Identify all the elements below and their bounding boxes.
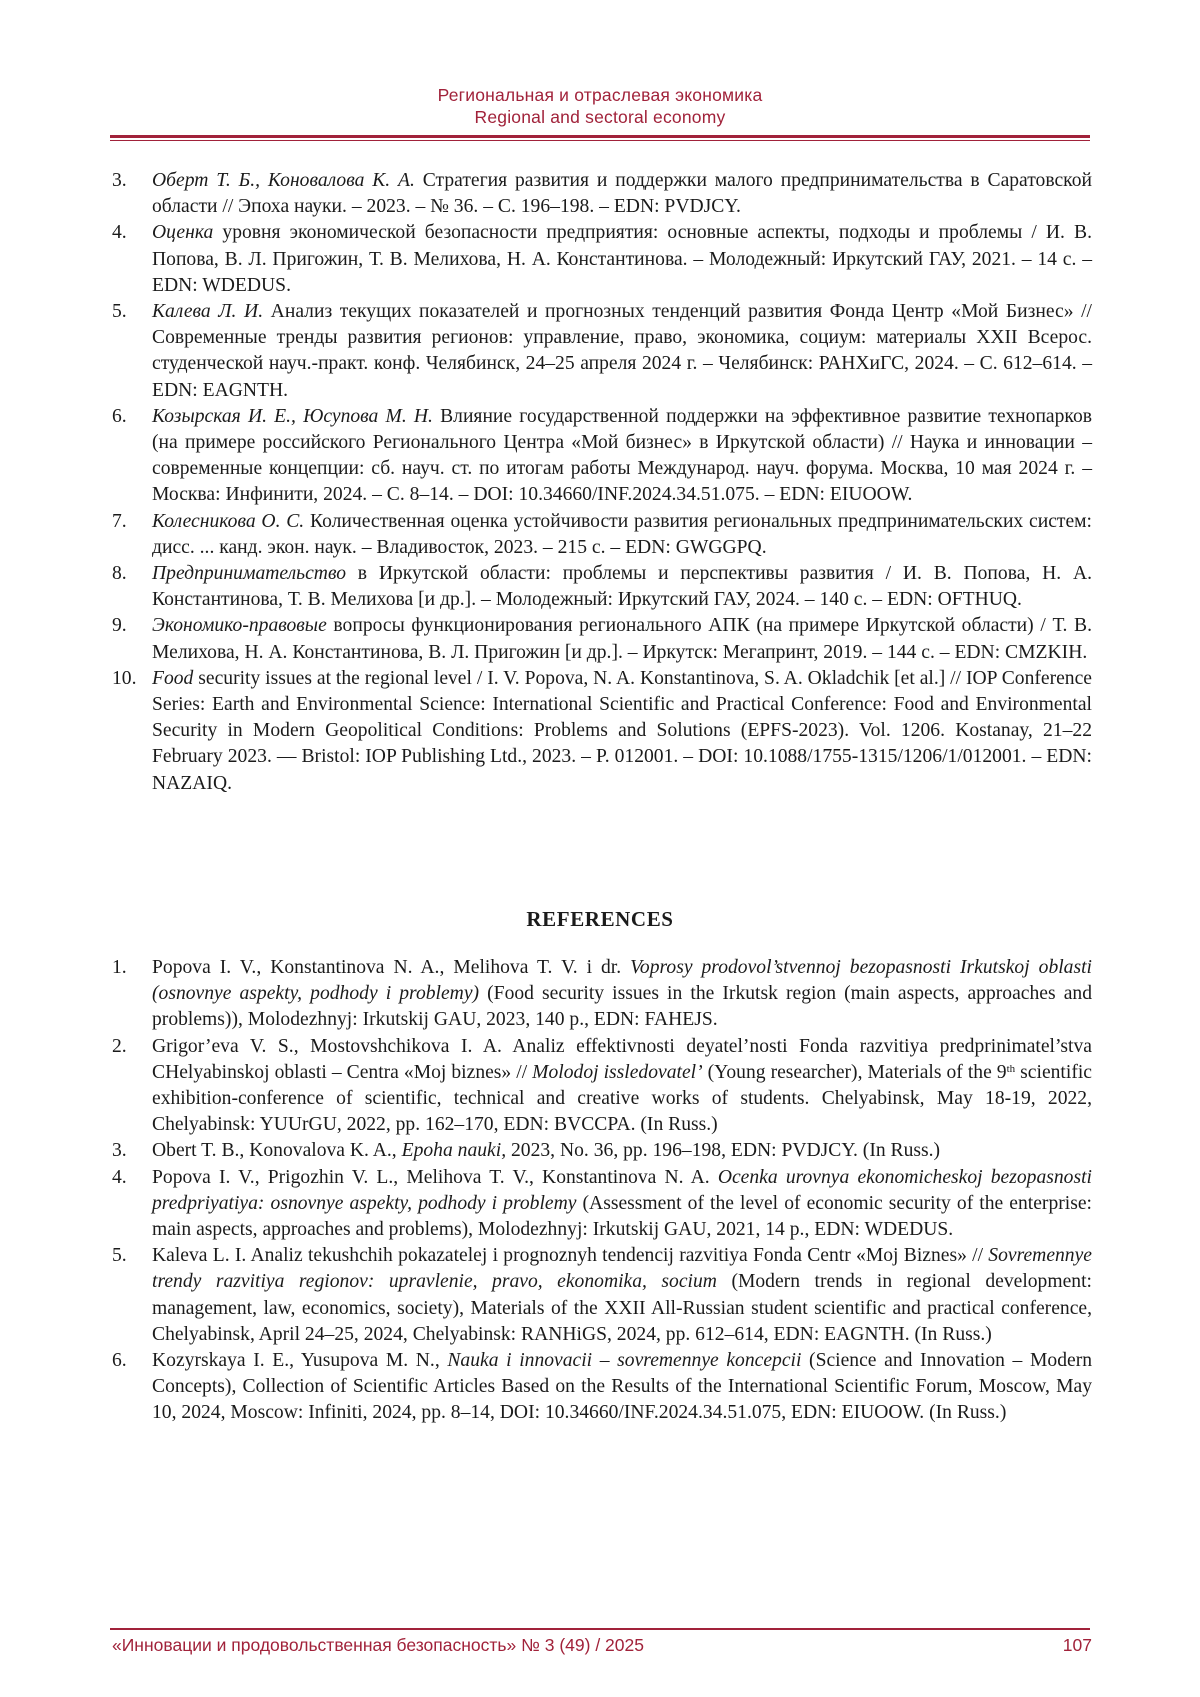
reference-item xyxy=(112,404,1092,509)
page-number: 107 xyxy=(1062,1635,1092,1655)
reference-item xyxy=(112,955,1092,1034)
superscript: th xyxy=(1006,1062,1016,1075)
reference-number: 5. xyxy=(112,1245,127,1267)
reference-item xyxy=(112,1243,1092,1348)
reference-item xyxy=(112,299,1092,404)
reference-text: Popova I. V., Prigozhin V. L., Melihova T. V., Konstantinova N. A. xyxy=(152,1166,718,1188)
reference-author: Предпринимательство xyxy=(152,563,346,585)
running-header xyxy=(0,84,1200,128)
reference-text: Анализ текущих показателей и прогнозных тенденций развития Фонда Центр «Мой Бизнес» // Современные тренды развития регионов: управление, право, экономика, социум: материалы XXII Всерос. студенческой науч.-практ. конф. Челябинск, 24–25 апреля 2024 г. – Челябинск: РАНХиГС, 2024. – С. 612–614. – EDN: EAGNTH. xyxy=(152,301,1092,401)
reference-list-en xyxy=(112,955,1092,1427)
reference-text: (Science and Innovation – Modern Concepts), Collection of Scientific Articles Based on the Results of the International Scientific Forum, Moscow, May 10, 2024, Moscow: Infiniti, 2024, pp. 8–14, DOI: 10.34660/INF.2024.34.51.075, EDN: EIUOOW. (In Russ.) xyxy=(152,1350,1093,1424)
reference-text: Obert T. B., Konovalova K. A., xyxy=(152,1140,402,1162)
reference-text: Влияние государственной поддержки на эффективное развитие технопарков (на примере российского Регионального Центра «Мой бизнес» в Иркутской области) // Наука и инновации – современные концепции: сб. науч. ст. по итогам работы Международ. науч. форума. Москва, 10 мая 2024 г. – Москва: Инфинити, 2024. – С. 8–14. – DOI: 10.34660/INF.2024.34.51.075. – EDN: EIUOOW. xyxy=(152,405,1092,506)
reference-title: Voprosy prodovol’stvennoj bezopasnosti Irkutskoj oblasti (osnovnye aspekty, podhody i problemy) xyxy=(152,957,1092,1005)
reference-text: вопросы функционирования регионального АПК (на примере Иркутской области) / Т. В. Мелихова, Н. А. Константинова, В. Л. Пригожин [и др.]. – Иркутск: Мегапринт, 2019. – 144 с. – EDN: CMZKIH. xyxy=(152,615,1092,663)
reference-number: 2. xyxy=(112,1035,127,1057)
references-heading: REFERENCES xyxy=(526,907,674,931)
reference-item xyxy=(112,1165,1092,1244)
reference-author: Оберт Т. Б., Коновалова К. А. xyxy=(152,170,415,191)
reference-item xyxy=(112,1138,1092,1164)
reference-title: Nauka i innovacii – sovremennye koncepcii xyxy=(447,1350,802,1372)
journal-name: «Инновации и продовольственная безопасность» № 3 (49) / 2025 xyxy=(112,1635,644,1655)
header-title-en: Regional and sectoral economy xyxy=(474,107,726,127)
reference-text: (Assessment of the level of economic security of the enterprise: main aspects, approaches and problems), Molodezhnyj: Irkutskij GAU, 2021, 14 p., EDN: WDEDUS. xyxy=(152,1192,1092,1241)
reference-text: уровня экономической безопасности предприятия: основные аспекты, подходы и проблемы / И. В. Попова, В. Л. Пригожин, Т. В. Мелихова, Н. А. Константинова. – Молодежный: Иркутский ГАУ, 2021. – 14 с. – EDN: WDEDUS. xyxy=(152,222,1092,296)
reference-author: Колесникова О. С. xyxy=(152,510,305,532)
reference-number: 9. xyxy=(112,615,127,637)
reference-number: 8. xyxy=(112,563,127,585)
reference-text: (Young researcher), Materials of the 9 xyxy=(702,1061,1007,1083)
reference-number: 5. xyxy=(112,301,127,323)
reference-author: Food xyxy=(152,667,194,689)
reference-number: 7. xyxy=(112,510,127,532)
reference-number: 10. xyxy=(112,667,137,689)
reference-item xyxy=(112,613,1092,665)
reference-item xyxy=(112,1034,1092,1139)
reference-item xyxy=(112,666,1092,797)
reference-text: security issues at the regional level / I. V. Popova, N. A. Konstantinova, S. A. Okladchik [et al.] // IOP Conference Series: Earth and Environmental Science: International Scientific and Practical Conference: Food and Environmental Security in Modern Geopolitical Conditions: Problems and Solutions (EPFS-2023). Vol. 1206. Kostanay, 21–22 February 2023. — Bristol: IOP Publishing Ltd., 2023. – P. 012001. – DOI: 10.1088/1755-1315/1206/1/012001. – EDN: NAZAIQ. xyxy=(152,667,1092,794)
reference-item xyxy=(112,1348,1092,1427)
reference-title: Epoha nauki, xyxy=(401,1140,507,1162)
reference-text: Стратегия развития и поддержки малого предпринимательства в Саратовской области // Эпоха науки. – 2023. – № 36. – С. 196–198. – EDN: PVDJCY. xyxy=(152,170,1092,218)
reference-title: Sovremennye trendy razvitiya regionov: upravlenie, pravo, ekonomika, socium xyxy=(152,1245,1092,1293)
reference-number: 6. xyxy=(112,405,127,427)
reference-text: в Иркутской области: проблемы и перспективы развития / И. В. Попова, Н. А. Константинова, Т. В. Мелихова [и др.]. – Молодежный: Иркутский ГАУ, 2024. – 140 с. – EDN: OFTHUQ. xyxy=(152,563,1092,611)
reference-number: 3. xyxy=(112,1140,127,1162)
reference-title: Molodoj issledovatel’ xyxy=(532,1061,703,1083)
footer-rule xyxy=(110,1628,1090,1630)
reference-text: Kozyrskaya I. E., Yusupova M. N., xyxy=(152,1350,448,1372)
reference-number: 4. xyxy=(112,1166,127,1188)
reference-number: 3. xyxy=(112,170,127,191)
reference-author: Калева Л. И. xyxy=(152,301,264,323)
reference-author: Экономико-правовые xyxy=(152,615,327,637)
reference-author: Козырская И. Е., Юсупова М. Н. xyxy=(152,405,433,427)
reference-item xyxy=(112,561,1092,613)
reference-text: (Modern trends in regional development: management, law, economics, society), Materials of the XXII All-Russian student scientific and practical conference, Chelyabinsk, April 24–25, 2024, Chelyabinsk: RANHiGS, 2024, pp. 612–614, EDN: EAGNTH. (In Russ.) xyxy=(152,1271,1092,1345)
reference-number: 6. xyxy=(112,1350,127,1372)
reference-text: (Food security issues in the Irkutsk region (main aspects, approaches and problems)), Molodezhnyj: Irkutskij GAU, 2023, 140 p., EDN: FAHEJS. xyxy=(152,983,1092,1031)
reference-item xyxy=(112,220,1092,299)
reference-number: 4. xyxy=(112,222,127,244)
reference-list-ru xyxy=(112,168,1092,797)
reference-text: 2023, No. 36, pp. 196–198, EDN: PVDJCY. (In Russ.) xyxy=(506,1140,941,1162)
reference-item xyxy=(112,509,1092,561)
header-rule-thin xyxy=(110,140,1090,141)
reference-text: Popova I. V., Konstantinova N. A., Melihova T. V. i dr. xyxy=(152,957,631,978)
header-rule-thick xyxy=(110,135,1090,138)
reference-number: 1. xyxy=(112,957,127,978)
reference-text: Kaleva L. I. Analiz tekushchih pokazatelej i prognoznyh tendencij razvitiya Fonda Centr «Moj Biznes» // xyxy=(152,1245,989,1267)
reference-item xyxy=(112,168,1092,220)
reference-author: Оценка xyxy=(152,222,214,244)
reference-text: scientific exhibition-conference of scientific, technical and creative works of students. Chelyabinsk, May 18-19, 2022, Chelyabinsk: YUUrGU, 2022, pp. 162–170, EDN: BVCCPA. (In Russ.) xyxy=(152,1061,1092,1136)
reference-text: Grigor’eva V. S., Mostovshchikova I. A. Analiz effektivnosti deyatel’nosti Fonda razvitiya predprinimatel’stva CHelyabinskoj oblasti – Centra «Moj biznes» // xyxy=(152,1035,1092,1083)
reference-title: Ocenka urovnya ekonomicheskoj bezopasnosti predpriyatiya: osnovnye aspekty, podhody i problemy xyxy=(152,1166,1092,1214)
reference-text: Количественная оценка устойчивости развития региональных предпринимательских систем: дисс. ... канд. экон. наук. – Владивосток, 2023. – 215 с. – EDN: GWGGPQ. xyxy=(152,510,1092,558)
header-title-ru: Региональная и отраслевая экономика xyxy=(437,85,763,105)
